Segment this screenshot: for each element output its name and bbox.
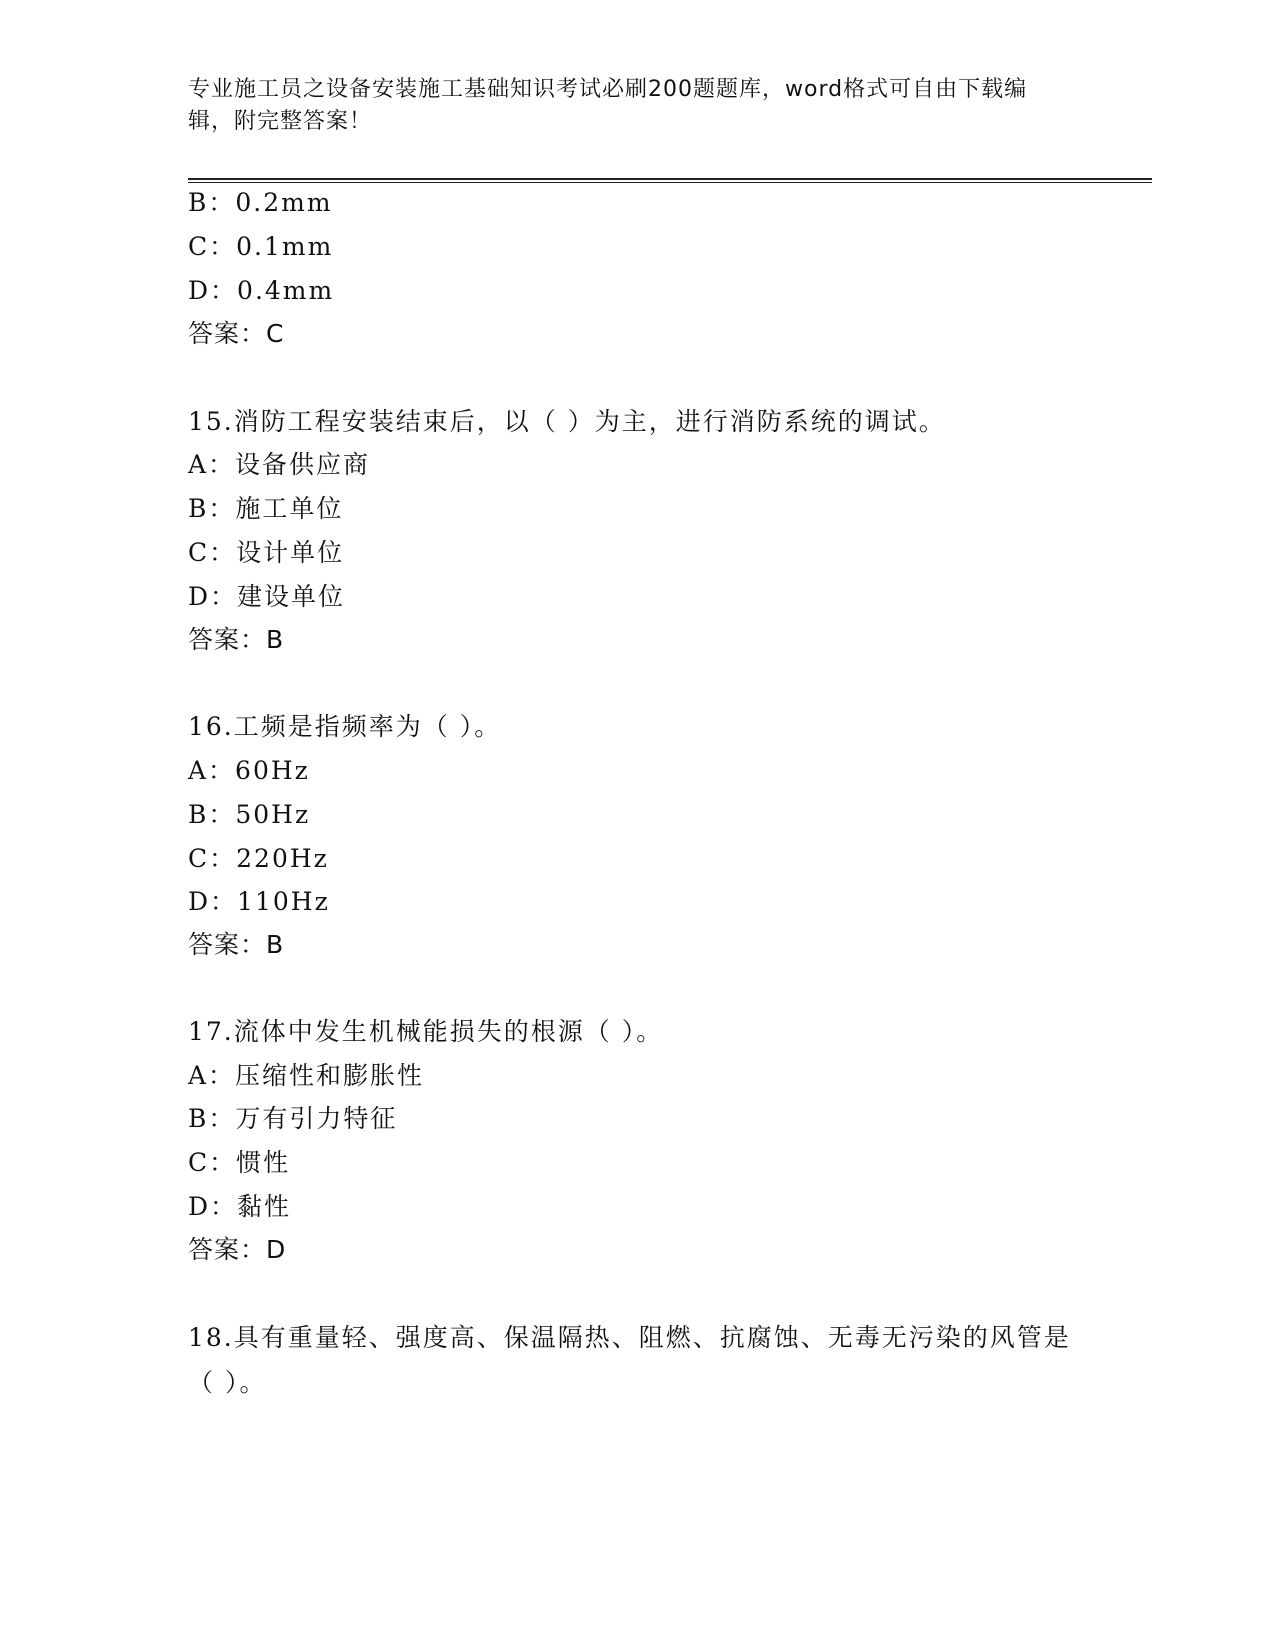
q17-option-a: A：压缩性和膨胀性: [188, 1061, 425, 1090]
q16-option-a: A：60Hz: [188, 756, 310, 785]
q15-question: 15.消防工程安装结束后，以（ ）为主，进行消防系统的调试。: [188, 407, 946, 436]
q18-question: 18.具有重量轻、强度高、保温隔热、阻燃、抗腐蚀、无毒无污染的风管是（ ）。: [188, 1323, 1071, 1397]
q16-answer: 答案：B: [188, 930, 285, 959]
q17-option-b: B：万有引力特征: [188, 1104, 398, 1133]
q17-answer: 答案：D: [188, 1235, 287, 1264]
q16-option-b: B：50Hz: [188, 800, 311, 829]
q15-answer: 答案：B: [188, 625, 285, 654]
q15-option-d: D：建设单位: [188, 582, 346, 611]
q17-option-c: C：惯性: [188, 1148, 291, 1177]
q17-option-d: D：黏性: [188, 1192, 292, 1221]
header-divider-thick: [188, 178, 1152, 180]
prev-option-b: B：0.2mm: [188, 188, 333, 217]
prev-option-d: D：0.4mm: [188, 276, 335, 305]
prev-option-c: C：0.1mm: [188, 232, 334, 261]
q16-option-d: D：110Hz: [188, 887, 330, 916]
q15-option-c: C：设计单位: [188, 538, 345, 567]
q16-question: 16.工频是指频率为（ ）。: [188, 712, 502, 741]
q15-option-b: B：施工单位: [188, 494, 344, 523]
q16-option-c: C：220Hz: [188, 844, 329, 873]
q15-option-a: A：设备供应商: [188, 450, 371, 479]
page-header: 专业施工员之设备安装施工基础知识考试必刷200题题库，word格式可自由下载编辑，附完整答案！: [188, 77, 1028, 134]
prev-answer: 答案：C: [188, 319, 285, 348]
q17-question: 17.流体中发生机械能损失的根源（ ）。: [188, 1017, 664, 1046]
header-divider-thin: [188, 182, 1152, 183]
